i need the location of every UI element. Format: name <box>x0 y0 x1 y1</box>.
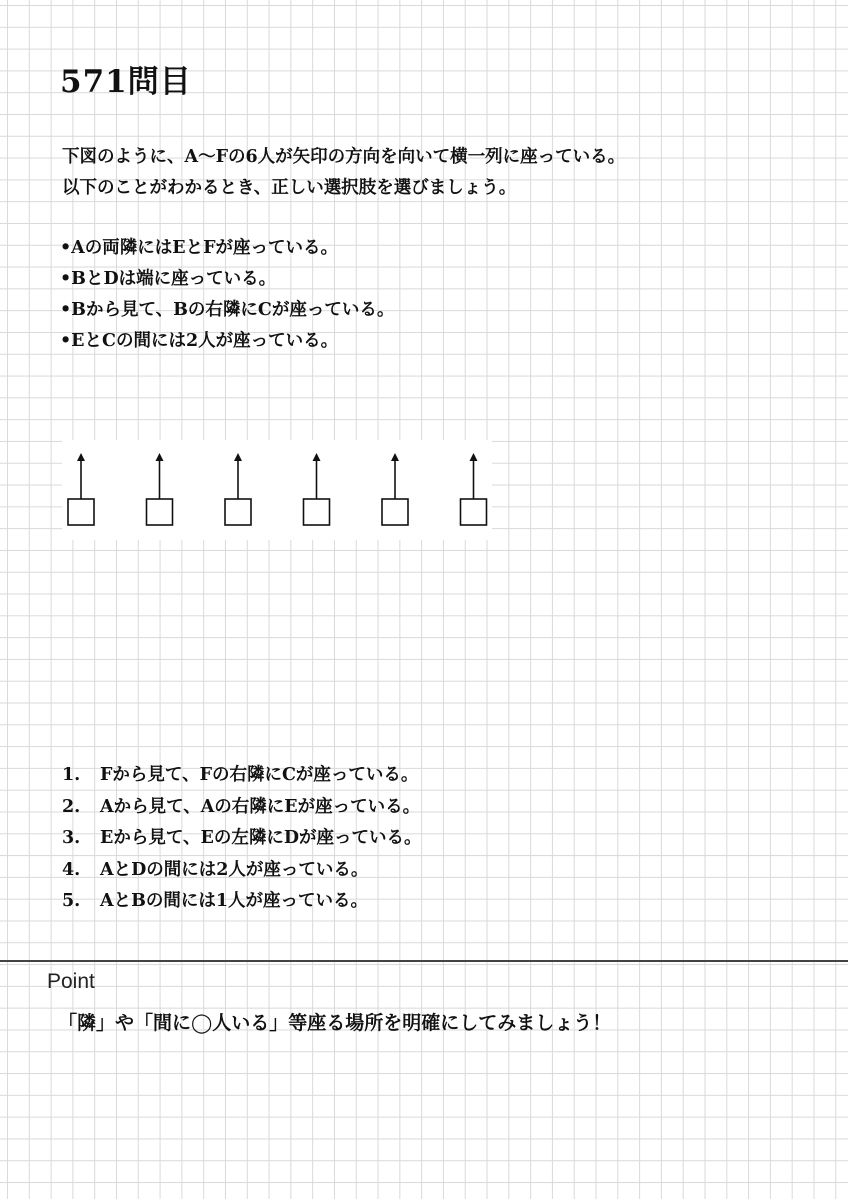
point-text: 「隣」や「間に◯人いる」等座る場所を明確にしてみましょう！ <box>58 1012 612 1034</box>
problem-line: 下図のように、A〜Fの6人が矢印の方向を向いて横一列に座っている。 <box>62 147 626 167</box>
choice-text: AとBの間には1人が座っている。 <box>100 891 369 911</box>
choice-item[interactable] <box>62 886 422 918</box>
seat-box <box>147 499 173 525</box>
condition-list <box>60 233 394 357</box>
choice-item[interactable] <box>62 855 422 887</box>
condition-item: •Bから見て、Bの右隣にCが座っている。 <box>60 300 395 320</box>
seating-diagram <box>62 440 492 540</box>
choice-text: Aから見て、Aの右隣にEが座っている。 <box>100 796 421 817</box>
section-divider <box>0 960 848 962</box>
choice-number: 2. <box>62 796 81 817</box>
condition-item: •Aの両隣にはEとFが座っている。 <box>60 238 339 258</box>
choice-item[interactable] <box>62 823 422 855</box>
seat-with-arrow <box>225 453 251 525</box>
condition-item: •BとDは端に座っている。 <box>60 269 277 289</box>
seat-box <box>225 499 251 525</box>
point-label: Point <box>47 970 95 993</box>
seat-box <box>461 499 487 525</box>
condition-item: •EとCの間には2人が座っている。 <box>60 331 339 351</box>
arrow-up-icon <box>234 453 242 461</box>
seat-box <box>68 499 94 525</box>
choice-text: Eから見て、Eの左隣にDが座っている。 <box>100 828 422 848</box>
arrow-up-icon <box>156 453 164 461</box>
seat-with-arrow <box>382 453 408 525</box>
arrow-up-icon <box>391 453 399 461</box>
choice-number: 1. <box>62 765 81 785</box>
choice-number: 4. <box>62 859 81 880</box>
seat-with-arrow <box>461 453 487 525</box>
problem-statement <box>62 142 625 204</box>
choice-item[interactable] <box>62 792 422 824</box>
seat-box <box>382 499 408 525</box>
choice-number: 3. <box>62 828 81 848</box>
choice-number: 5. <box>62 891 81 911</box>
problem-line: 以下のことがわかるとき、正しい選択肢を選びましょう。 <box>62 178 517 198</box>
seat-with-arrow <box>147 453 173 525</box>
page-title: 571問目 <box>60 64 192 100</box>
seat-with-arrow <box>304 453 330 525</box>
arrow-up-icon <box>313 453 321 461</box>
seating-diagram-svg <box>62 440 492 540</box>
seat-box <box>304 499 330 525</box>
arrow-up-icon <box>470 453 478 461</box>
seat-with-arrow <box>68 453 94 525</box>
choice-text: Fから見て、Fの右隣にCが座っている。 <box>100 765 419 785</box>
arrow-up-icon <box>77 453 85 461</box>
choice-text: AとDの間には2人が座っている。 <box>100 859 369 880</box>
choice-list <box>62 760 422 918</box>
choice-item[interactable] <box>62 760 422 792</box>
